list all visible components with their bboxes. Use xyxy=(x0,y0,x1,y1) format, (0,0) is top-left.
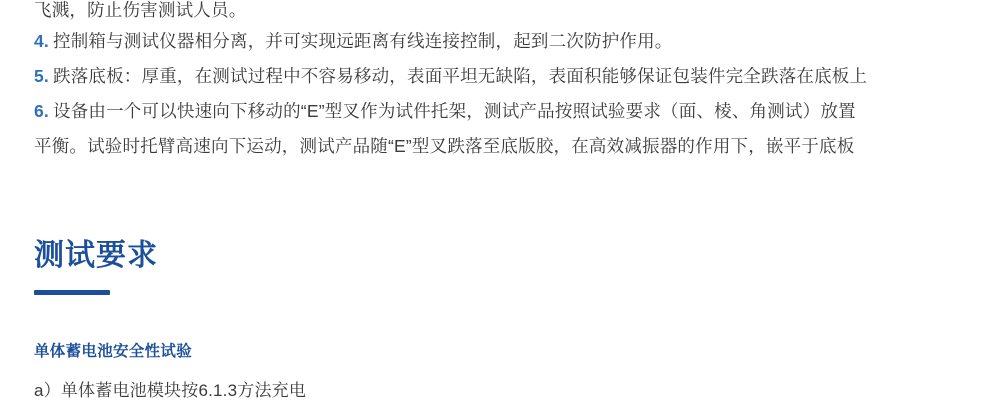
list-item xyxy=(34,59,966,94)
numbered-list xyxy=(34,24,966,164)
subsection-title: 单体蓄电池安全性试验 xyxy=(34,343,193,360)
subsection-item: a）单体蓄电池模块按6.1.3方法充电 xyxy=(34,381,307,400)
list-item-continuation: 平衡。试验时托臂高速向下运动，测试产品随“E”型叉跌落至底版胶，在高效减振器的作用下，嵌平于底板 xyxy=(34,136,855,156)
section-test-requirements xyxy=(34,236,966,406)
list-item xyxy=(34,94,966,129)
partial-top-line: 飞溅，防止伤害测试人员。 xyxy=(34,0,247,20)
section-title: 测试要求 xyxy=(34,239,158,272)
list-item-text: 设备由一个可以快速向下移动的“E”型叉作为试件托架，测试产品按照试验要求（面、棱、角测试）放置 xyxy=(53,101,856,121)
section-underline xyxy=(34,290,110,295)
list-item-text: 控制箱与测试仪器相分离，并可实现远距离有线连接控制，起到二次防护作用。 xyxy=(53,31,673,51)
list-item-marker: 6. xyxy=(34,101,49,121)
list-item xyxy=(34,24,966,59)
list-item-marker: 5. xyxy=(34,66,49,86)
list-item-marker: 4. xyxy=(34,31,49,51)
list-item-text: 跌落底板：厚重，在测试过程中不容易移动，表面平坦无缺陷，表面积能够保证包装件完全跌落在底板上 xyxy=(53,66,868,86)
